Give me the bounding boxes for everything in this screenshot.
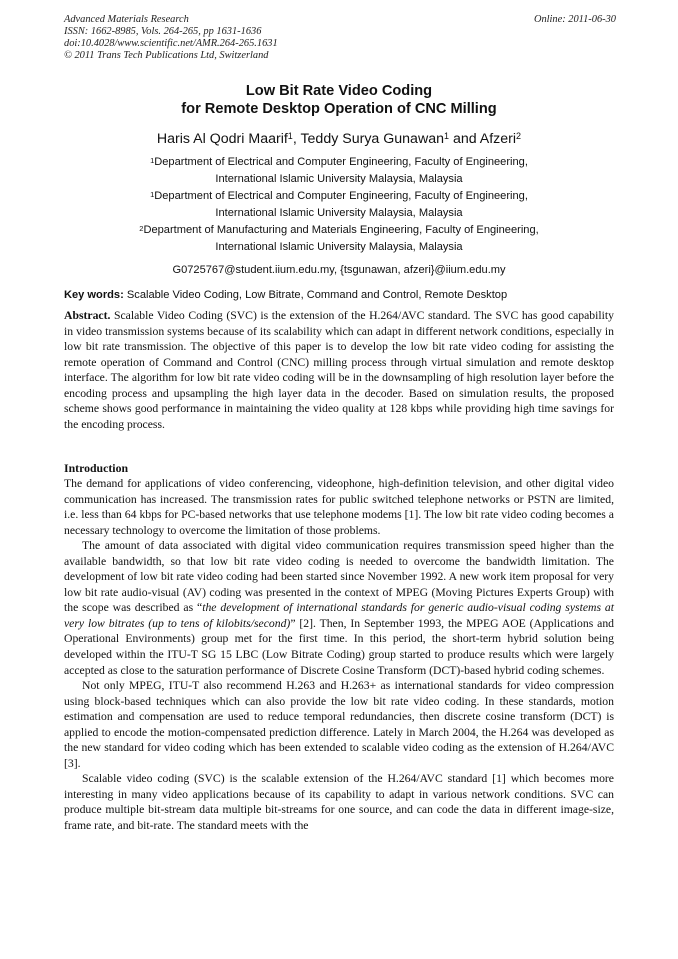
abstract [64, 308, 614, 432]
affiliation-3-line-2: International Islamic University Malaysia, Malaysia [215, 241, 463, 253]
keywords [64, 288, 507, 302]
affiliation-1 [0, 154, 678, 188]
affiliation-1-line-2: International Islamic University Malaysia, Malaysia [215, 173, 463, 185]
affiliation-3-marker: 2 [139, 224, 144, 233]
affiliations [0, 154, 678, 256]
introduction-body [64, 476, 614, 834]
author-3-affil: 2 [516, 131, 522, 141]
abstract-label: Abstract. [64, 309, 111, 322]
contact-email[interactable]: G0725767@student.iium.edu.my, {tsgunawan, afzeri}@iium.edu.my [172, 264, 506, 276]
affiliation-2-marker: 1 [150, 190, 155, 199]
abstract-text: Scalable Video Coding (SVC) is the extension of the H.264/AVC standard. The SVC has good capability in video transmission systems because of its scalability which can adapt in different network conditions, especially in low bit rate transmission. The objective of this paper is to develop the low bit rate video coding for assisting the remote operation of Command and Control (CNC) milling process through virtual simulation and remote desktop interface. The algorithm for low bit rate video coding will be in the downsampling of high resolution layer before the encoding process and upsampling the high layer data in the decoder. Based on simulation results, the proposed scheme shows good performance in maintaining the video quality at 128 kbps while providing high time savings for the encoding process. [64, 309, 614, 431]
title-line-1: Low Bit Rate Video Coding [245, 83, 433, 99]
affiliation-1-line-1: Department of Electrical and Computer Engineering, Faculty of Engineering, [154, 156, 528, 168]
author-2-affil: 1 [443, 131, 449, 141]
author-2: , Teddy Surya Gunawan [292, 131, 444, 147]
affiliation-1-marker: 1 [150, 156, 155, 165]
author-1-affil: 1 [287, 131, 293, 141]
journal-header [64, 14, 278, 62]
journal-name: Advanced Materials Research [64, 14, 189, 25]
copyright-line: © 2011 Trans Tech Publications Ltd, Switzerland [64, 50, 269, 61]
affiliation-3-line-1: Department of Manufacturing and Materials Engineering, Faculty of Engineering, [143, 224, 539, 236]
introduction-heading: Introduction [64, 461, 129, 475]
affiliation-2 [0, 188, 678, 222]
affiliation-2-line-2: International Islamic University Malaysia, Malaysia [215, 207, 463, 219]
author-3: and Afzeri [449, 131, 517, 147]
affiliation-3 [0, 222, 678, 256]
author-1: Haris Al Qodri Maarif [156, 131, 288, 147]
online-date: Online: 2011-06-30 [533, 14, 616, 25]
intro-paragraph-1: The demand for applications of video conferencing, videophone, high-definition television, and other digital video communication has increased. The transmission rates for public switched telephone networks or PSTN are limited, i.e. less than 64 kbps for PC-based networks that use telephone modems [1]. The low bit rate video coding becomes a necessary technology to overcome the limitation of those problems. [64, 477, 614, 537]
affiliation-2-line-1: Department of Electrical and Computer Engineering, Faculty of Engineering, [154, 190, 528, 202]
paper-title [0, 82, 678, 118]
title-line-2: for Remote Desktop Operation of CNC Milling [181, 101, 497, 117]
intro-paragraph-2-quote: the development of international standards for generic audio-visual coding systems at very low bitrates (up to tens of kilobits/second) [64, 601, 614, 630]
keywords-text: Scalable Video Coding, Low Bitrate, Command and Control, Remote Desktop [123, 289, 508, 301]
intro-paragraph-2 [64, 538, 614, 678]
intro-paragraph-4: Scalable video coding (SVC) is the scalable extension of the H.264/AVC standard [1] which becomes more interesting in many video applications because of its capability to adapt in various network conditions. SVC can produce multiple bit-stream data multiple bit-streams for one source, and can code the data in different image-size, frame rate, and bit-rate. The standard meets with the [64, 772, 614, 833]
author-list [0, 130, 678, 148]
intro-paragraph-2-part-a: The amount of data associated with digital video communication requires transmission speed higher than the available bandwidth, so that low bit rate video coding is needed to overcome the bandwidth limitation. The development of low bit rate video coding had been started since November 1992. A new work item proposal for very low bit rate audio-visual (AV) coding was presented in the context of MPEG (Moving Pictures Experts Group) with the scope was described as “ [64, 539, 614, 615]
issn-line: ISSN: 1662-8985, Vols. 264-265, pp 1631-1636 [64, 26, 262, 37]
keywords-label: Key words: [64, 289, 124, 301]
intro-paragraph-2-part-b: ” [2]. Then, In September 1993, the MPEG AOE (Applications and Operational Environments) group met for the first time. In this period, the short-term hybrid solution being developed within the ITU-T SG 15 LBC (Low Bitrate Coding) group started to produce results which were largely accepted as close to the saturation performance of Discrete Cosine Transform (DCT)-based hybrid coding schemes. [64, 616, 615, 677]
doi-line[interactable]: doi:10.4028/www.scientific.net/AMR.264-265.1631 [64, 38, 278, 49]
intro-paragraph-3: Not only MPEG, ITU-T also recommend H.263 and H.263+ as international standards for video compression using block-based techniques which can also provide the low bit rate video coding. In these standards, motion estimation and compensation are used to reduce temporal redundancies, then discrete cosine transform (DCT) is applied to encode the motion-compensated prediction difference. Lately in March 2004, the H.264 was developed as the new standard for video coding which has been extended to scalable video coding as the extension of H.264/AVC [3]. [64, 679, 614, 770]
